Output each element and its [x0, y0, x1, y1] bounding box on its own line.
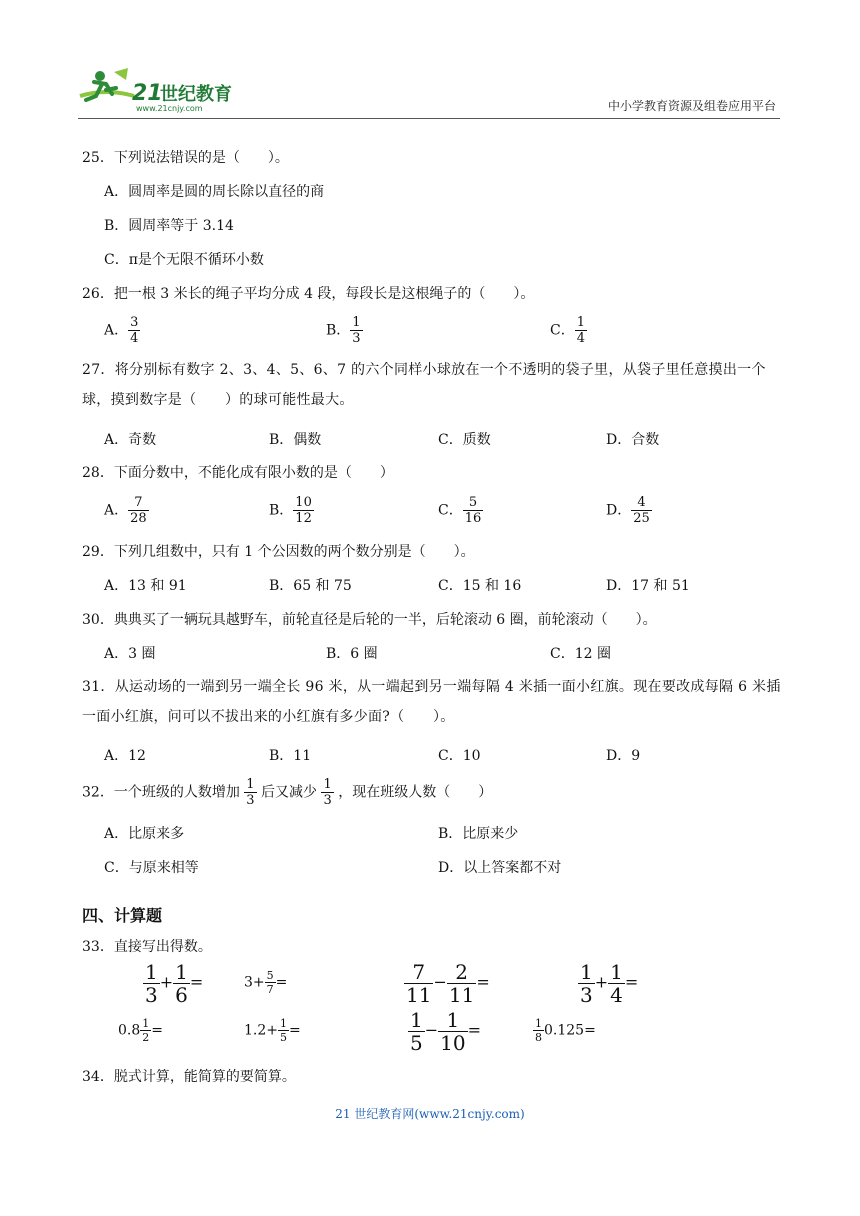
calc-expr-2: 3+ $\frac{5}{7}$ = [244, 969, 288, 996]
q26-option-c: C． $\frac{1}{4}$ [550, 315, 585, 346]
header-divider [78, 118, 780, 119]
q28-option-d: D． $\frac{4}{25}$ [606, 495, 650, 526]
logo-21cnjy [76, 66, 246, 114]
question-32: 32．一个班级的人数增加 $\frac{1}{3}$ 后又减少 $\frac{1}{3}$ ，现在班级人数（ ） [82, 777, 493, 808]
q32-option-a: A．比原来多 [104, 826, 185, 842]
q27-option-c: C．质数 [438, 432, 491, 448]
calc-expr-3: $\frac{7}{11}$ − $\frac{2}{11}$ = [406, 960, 490, 1007]
page-footer: 21 世纪教育网(www.21cnjy.com) [335, 1107, 525, 1121]
section-title-calculation: 四、计算题 [82, 906, 163, 925]
q29-option-b: B．65 和 75 [269, 578, 352, 594]
q25-option-a: A．圆周率是圆的周长除以直径的商 [104, 184, 325, 200]
calc-expr-5: 0.8 $\frac{1}{2}$ = [118, 1017, 163, 1044]
q28-option-c: C． $\frac{5}{16}$ [438, 495, 482, 526]
q31-option-a: A．12 [104, 748, 146, 764]
page-header [0, 0, 860, 120]
q30-option-a: A．3 圈 [104, 646, 156, 662]
q28-option-a: A． $\frac{7}{28}$ [104, 495, 147, 526]
q29-option-c: C．15 和 16 [438, 578, 522, 594]
calc-expr-6: 1.2+ $\frac{1}{5}$ = [244, 1017, 301, 1044]
q29-option-a: A．13 和 91 [104, 578, 187, 594]
q32-option-d: D．以上答案都不对 [438, 860, 562, 876]
q26-option-b: B． $\frac{1}{3}$ [326, 315, 361, 346]
q30-option-b: B．6 圈 [326, 646, 378, 662]
platform-title: 中小学教育资源及组卷应用平台 [607, 99, 776, 113]
svg-text:21: 21 [132, 81, 163, 106]
q32-option-c: C．与原来相等 [104, 860, 199, 876]
q27-option-d: D．合数 [606, 432, 660, 448]
question-33: 33．直接写出得数。 [82, 939, 212, 955]
question-28: 28．下面分数中，不能化成有限小数的是（ ） [82, 465, 394, 481]
q25-option-b: B．圆周率等于 3.14 [104, 218, 234, 234]
calc-expr-7: $\frac{1}{5}$ − $\frac{1}{10}$ = [410, 1008, 481, 1055]
q25-option-c: C．π是个无限不循环小数 [104, 252, 264, 268]
q29-option-d: D．17 和 51 [606, 578, 690, 594]
calc-expr-8: $\frac{1}{8}$ 0.125= [535, 1017, 596, 1044]
q30-option-c: C．12 圈 [550, 646, 611, 662]
q26-option-a: A． $\frac{3}{4}$ [104, 315, 139, 346]
question-27: 27．将分别标有数字 2、3、4、5、6、7 的六个同样小球放在一个不透明的袋子里，从袋子里任意摸出一个球，摸到数字是（ ）的球可能性最大。 [82, 362, 766, 408]
question-30: 30．典典买了一辆玩具越野车，前轮直径是后轮的一半，后轮滚动 6 圈，前轮滚动（ ）。 [82, 612, 657, 628]
svg-text:www.21cnjy.com: www.21cnjy.com [136, 104, 203, 113]
question-34: 34．脱式计算，能简算的要简算。 [82, 1069, 296, 1085]
calc-expr-4: $\frac{1}{3}$ + $\frac{1}{4}$ = [580, 960, 639, 1007]
calc-expr-1: $\frac{1}{3}$ + $\frac{1}{6}$ = [145, 960, 204, 1007]
q32-option-b: B．比原来少 [438, 826, 519, 842]
question-31: 31．从运动场的一端到另一端全长 96 米，从一端起到另一端每隔 4 米插一面小红旗。现在要改成每隔 6 米插一面小红旗，问可以不拔出来的小红旗有多少面?（ ）。 [82, 679, 781, 725]
question-25: 25．下列说法错误的是（ ）。 [82, 150, 289, 166]
q28-option-b: B． $\frac{10}{12}$ [269, 495, 312, 526]
q31-option-d: D．9 [606, 748, 641, 764]
question-26: 26．把一根 3 米长的绳子平均分成 4 段，每段长是这根绳子的（ ）。 [82, 286, 535, 302]
q27-option-b: B．偶数 [269, 432, 322, 448]
question-29: 29．下列几组数中，只有 1 个公因数的两个数分别是（ ）。 [82, 544, 475, 560]
q27-option-a: A．奇数 [104, 432, 157, 448]
svg-text:世纪教育: 世纪教育 [160, 84, 232, 105]
q31-option-c: C．10 [438, 748, 481, 764]
q31-option-b: B．11 [269, 748, 312, 764]
